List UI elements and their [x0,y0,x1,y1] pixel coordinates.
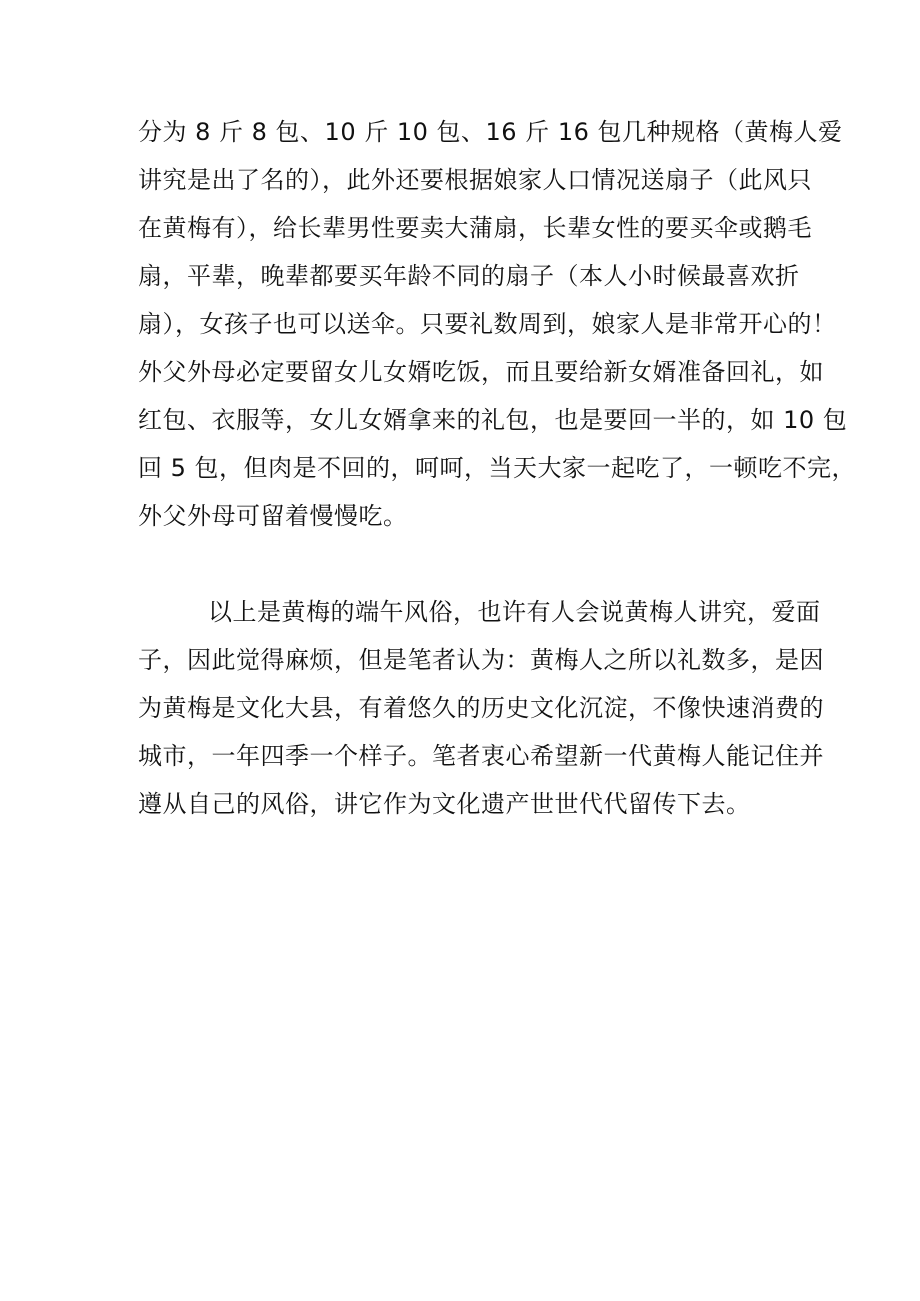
text-line: 在黄梅有），给长辈男性要卖大蒲扇，长辈女性的要买伞或鹅毛 [138,214,812,242]
text-line: 外父外母必定要留女儿女婿吃饭，而且要给新女婿准备回礼，如 [138,358,824,386]
text-line: 红包、衣服等，女儿女婿拿来的礼包，也是要回一半的，如 10 包 [138,406,848,434]
text-line: 外父外母可留着慢慢吃。 [138,502,408,530]
text-line-indented: 以上是黄梅的端午风俗，也许有人会说黄梅人讲究，爱面 [208,598,821,626]
text-line: 讲究是出了名的），此外还要根据娘家人口情况送扇子（此风只 [138,166,812,194]
text-line: 扇），女孩子也可以送伞。只要礼数周到，娘家人是非常开心的！ [138,310,837,338]
text-line: 城市，一年四季一个样子。笔者衷心希望新一代黄梅人能记住并 [138,742,824,770]
text-line: 为黄梅是文化大县，有着悠久的历史文化沉淀，不像快速消费的 [138,694,824,722]
text-line: 遵从自己的风俗，讲它作为文化遗产世世代代留传下去。 [138,790,751,818]
text-line: 扇，平辈，晚辈都要买年龄不同的扇子（本人小时候最喜欢折 [138,262,800,290]
paragraph-gift-customs [138,108,857,540]
text-line: 回 5 包，但肉是不回的，呵呵，当天大家一起吃了，一顿吃不完， [138,454,857,482]
text-line: 子，因此觉得麻烦，但是笔者认为：黄梅人之所以礼数多，是因 [138,646,824,674]
text-line: 分为 8 斤 8 包、10 斤 10 包、16 斤 16 包几种规格（黄梅人爱 [138,118,843,146]
paragraph-conclusion [138,588,824,828]
